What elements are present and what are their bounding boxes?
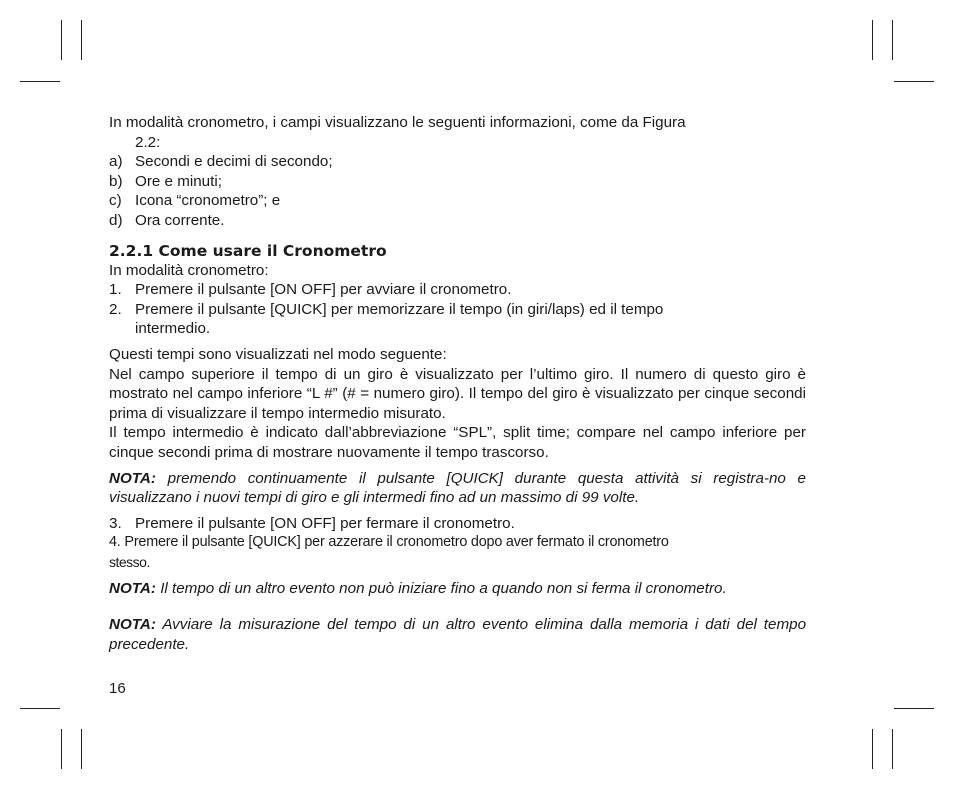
list-text-cont: intermedio. <box>135 320 211 338</box>
intro-line: 2.2: <box>135 133 161 151</box>
list-marker: 3. <box>109 514 122 532</box>
note-label: NOTA: <box>109 616 156 634</box>
list-text: Premere il pulsante [ON OFF] per avviare il cronometro. <box>135 281 512 299</box>
list-features <box>109 152 806 230</box>
list-text: Ora corrente. <box>135 211 225 229</box>
list-text: Premere il pulsante [ON OFF] per fermare il cronometro. <box>135 514 515 532</box>
body-paragraph: Nel campo superiore il tempo di un giro è visualizzato per l’ultimo giro. Il numero di questo giro è mostrato nel campo inferiore “L #” (# = numero giro). Il tempo del giro è visualizzato per cinque secondi prima di visualizzare il tempo intermedio misurato. <box>109 365 806 422</box>
page-number: 16 <box>109 680 126 697</box>
section-heading: 2.2.1 Come usare il Cronometro <box>109 241 387 260</box>
list-item <box>109 280 806 300</box>
list-marker: a) <box>109 153 123 171</box>
crop-mark <box>872 729 873 769</box>
intro-paragraph <box>109 113 806 152</box>
crop-mark <box>892 729 893 769</box>
note-text: Avviare la misurazione del tempo di un altro evento elimina dalla memoria i dati del tempo precedente. <box>109 616 807 653</box>
crop-mark <box>20 81 60 82</box>
list-item <box>109 514 806 534</box>
crop-mark <box>61 20 62 60</box>
crop-mark <box>20 708 60 709</box>
intro-line: In modalità cronometro, i campi visualizzano le seguenti informazioni, come da Figura <box>109 114 686 131</box>
list-item <box>109 172 806 192</box>
list-text: Premere il pulsante [QUICK] per memorizzare il tempo (in giri/laps) ed il tempo <box>135 300 664 318</box>
list-text-cont: stesso. <box>109 553 150 570</box>
list-marker: c) <box>109 192 122 210</box>
note-paragraph <box>109 615 806 654</box>
list-text: Secondi e decimi di secondo; <box>135 153 333 171</box>
body-paragraph: Questi tempi sono visualizzati nel modo seguente: <box>109 345 447 363</box>
note-paragraph <box>109 579 806 599</box>
crop-mark <box>61 729 62 769</box>
list-marker: 2. <box>109 300 122 318</box>
list-steps-1 <box>109 280 806 339</box>
list-marker: b) <box>109 172 123 190</box>
note-text: premendo continuamente il pulsante [QUICK] durante questa attività si registra-no e visualizzano i nuovi tempi di giro e gli intermedi fino ad un massimo di 99 volte. <box>109 469 806 507</box>
crop-mark <box>872 20 873 60</box>
crop-mark <box>81 20 82 60</box>
note-paragraph <box>109 469 806 508</box>
note-label: NOTA: <box>109 580 156 598</box>
list-text: Icona “cronometro”; e <box>135 192 281 210</box>
crop-mark <box>894 708 934 709</box>
section-lead: In modalità cronometro: <box>109 261 269 279</box>
list-marker: 4. <box>109 534 121 551</box>
body-paragraph: Il tempo intermedio è indicato dall’abbreviazione “SPL”, split time; compare nel campo inferiore per cinque secondi prima di mostrare nuovamente il tempo trascorso. <box>109 424 806 461</box>
crop-mark <box>81 729 82 769</box>
list-marker: 1. <box>109 281 122 299</box>
list-item <box>109 191 806 211</box>
list-item <box>109 300 806 339</box>
list-text: Ore e minuti; <box>135 172 222 190</box>
list-item <box>109 152 806 172</box>
note-text: Il tempo di un altro evento non può iniziare fino a quando non si ferma il cronometro. <box>160 580 727 598</box>
list-steps-2 <box>109 514 806 574</box>
list-item <box>109 533 806 573</box>
page-content <box>109 113 806 654</box>
list-item <box>109 211 806 231</box>
crop-mark <box>894 81 934 82</box>
list-marker: d) <box>109 211 123 229</box>
crop-mark <box>892 20 893 60</box>
note-label: NOTA: <box>109 469 156 487</box>
list-text: Premere il pulsante [QUICK] per azzerare il cronometro dopo aver fermato il cronometro <box>124 534 669 551</box>
